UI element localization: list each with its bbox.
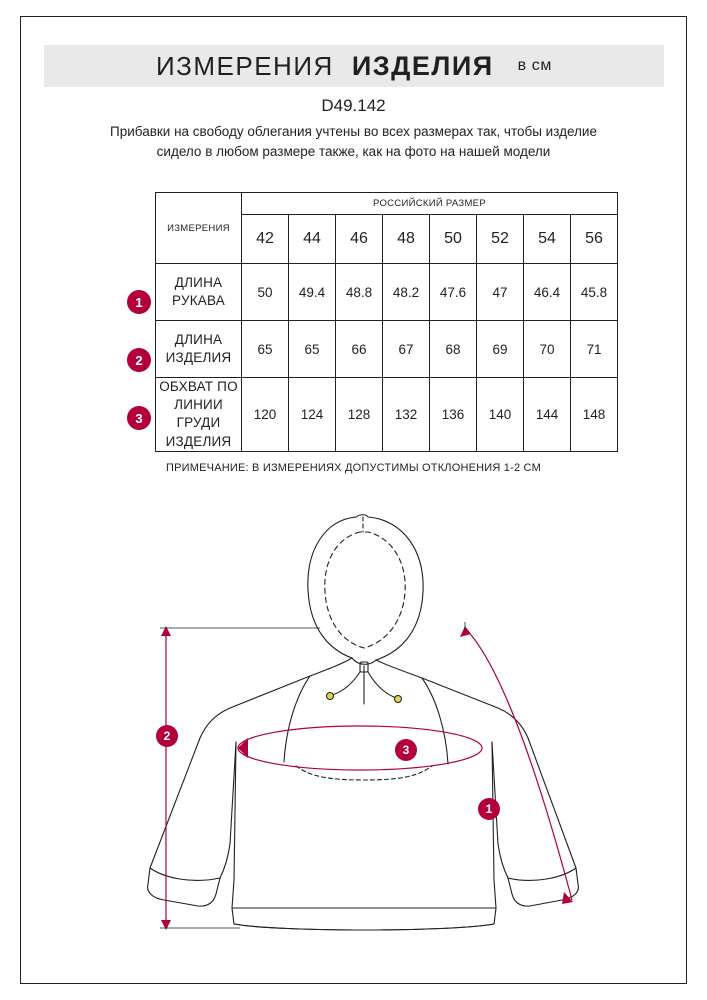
cell-value: 47.6 bbox=[430, 264, 477, 321]
cell-value: 45.8 bbox=[571, 264, 618, 321]
cell-value: 70 bbox=[524, 321, 571, 378]
cell-value: 148 bbox=[571, 378, 618, 452]
cell-value: 69 bbox=[477, 321, 524, 378]
size-cell: 54 bbox=[524, 215, 571, 264]
page-title bbox=[44, 45, 664, 87]
title-word-product: ИЗДЕЛИЯ bbox=[351, 50, 494, 81]
cell-value: 50 bbox=[242, 264, 289, 321]
cell-value: 140 bbox=[477, 378, 524, 452]
size-cell: 48 bbox=[383, 215, 430, 264]
title-word-measurements: ИЗМЕРЕНИЯ bbox=[155, 50, 334, 81]
badge-chest-girth: 3 bbox=[127, 406, 151, 430]
cell-value: 71 bbox=[571, 321, 618, 378]
row-label: ОБХВАТ ПО ЛИНИИ ГРУДИ ИЗДЕЛИЯ bbox=[156, 378, 242, 452]
cell-value: 128 bbox=[336, 378, 383, 452]
size-cell: 56 bbox=[571, 215, 618, 264]
table-group-header-row bbox=[156, 193, 618, 215]
badge-product-length: 2 bbox=[127, 348, 151, 372]
cell-value: 65 bbox=[242, 321, 289, 378]
cell-value: 144 bbox=[524, 378, 571, 452]
cell-value: 48.8 bbox=[336, 264, 383, 321]
table-row bbox=[156, 378, 618, 452]
cell-value: 124 bbox=[289, 378, 336, 452]
size-cell: 46 bbox=[336, 215, 383, 264]
cell-value: 67 bbox=[383, 321, 430, 378]
intro-text: Прибавки на свободу облегания учтены во всех размерах так, чтобы изделие сидело в любом размере также, как на фото на нашей модели bbox=[110, 124, 597, 159]
cell-value: 132 bbox=[383, 378, 430, 452]
cell-value: 65 bbox=[289, 321, 336, 378]
table-row bbox=[156, 321, 618, 378]
cell-value: 48.2 bbox=[383, 264, 430, 321]
cell-value: 49.4 bbox=[289, 264, 336, 321]
cell-value: 68 bbox=[430, 321, 477, 378]
hoodie-technical-drawing bbox=[120, 480, 600, 950]
size-cell: 50 bbox=[430, 215, 477, 264]
size-cell: 52 bbox=[477, 215, 524, 264]
cell-value: 136 bbox=[430, 378, 477, 452]
russian-size-header-cell: РОССИЙСКИЙ РАЗМЕР bbox=[242, 193, 618, 215]
cell-value: 66 bbox=[336, 321, 383, 378]
cell-value: 47 bbox=[477, 264, 524, 321]
measurements-header-cell: ИЗМЕРЕНИЯ bbox=[156, 193, 242, 264]
row-label: ДЛИНА ИЗДЕЛИЯ bbox=[156, 321, 242, 378]
cell-value: 46.4 bbox=[524, 264, 571, 321]
title-units: в см bbox=[517, 57, 552, 74]
size-cell: 42 bbox=[242, 215, 289, 264]
table-row bbox=[156, 264, 618, 321]
model-code: D49.142 bbox=[321, 96, 386, 115]
row-label: ДЛИНА РУКАВА bbox=[156, 264, 242, 321]
figure-badge-chest-girth: 3 bbox=[395, 739, 417, 761]
figure-badge-product-length: 2 bbox=[156, 725, 178, 747]
size-cell: 44 bbox=[289, 215, 336, 264]
size-table bbox=[155, 192, 618, 452]
badge-sleeve-length: 1 bbox=[127, 290, 151, 314]
cell-value: 120 bbox=[242, 378, 289, 452]
figure-badge-sleeve-length: 1 bbox=[478, 798, 500, 820]
note-text: ПРИМЕЧАНИЕ: В ИЗМЕРЕНИЯХ ДОПУСТИМЫ ОТКЛОНЕНИЯ 1-2 СМ bbox=[166, 462, 541, 474]
